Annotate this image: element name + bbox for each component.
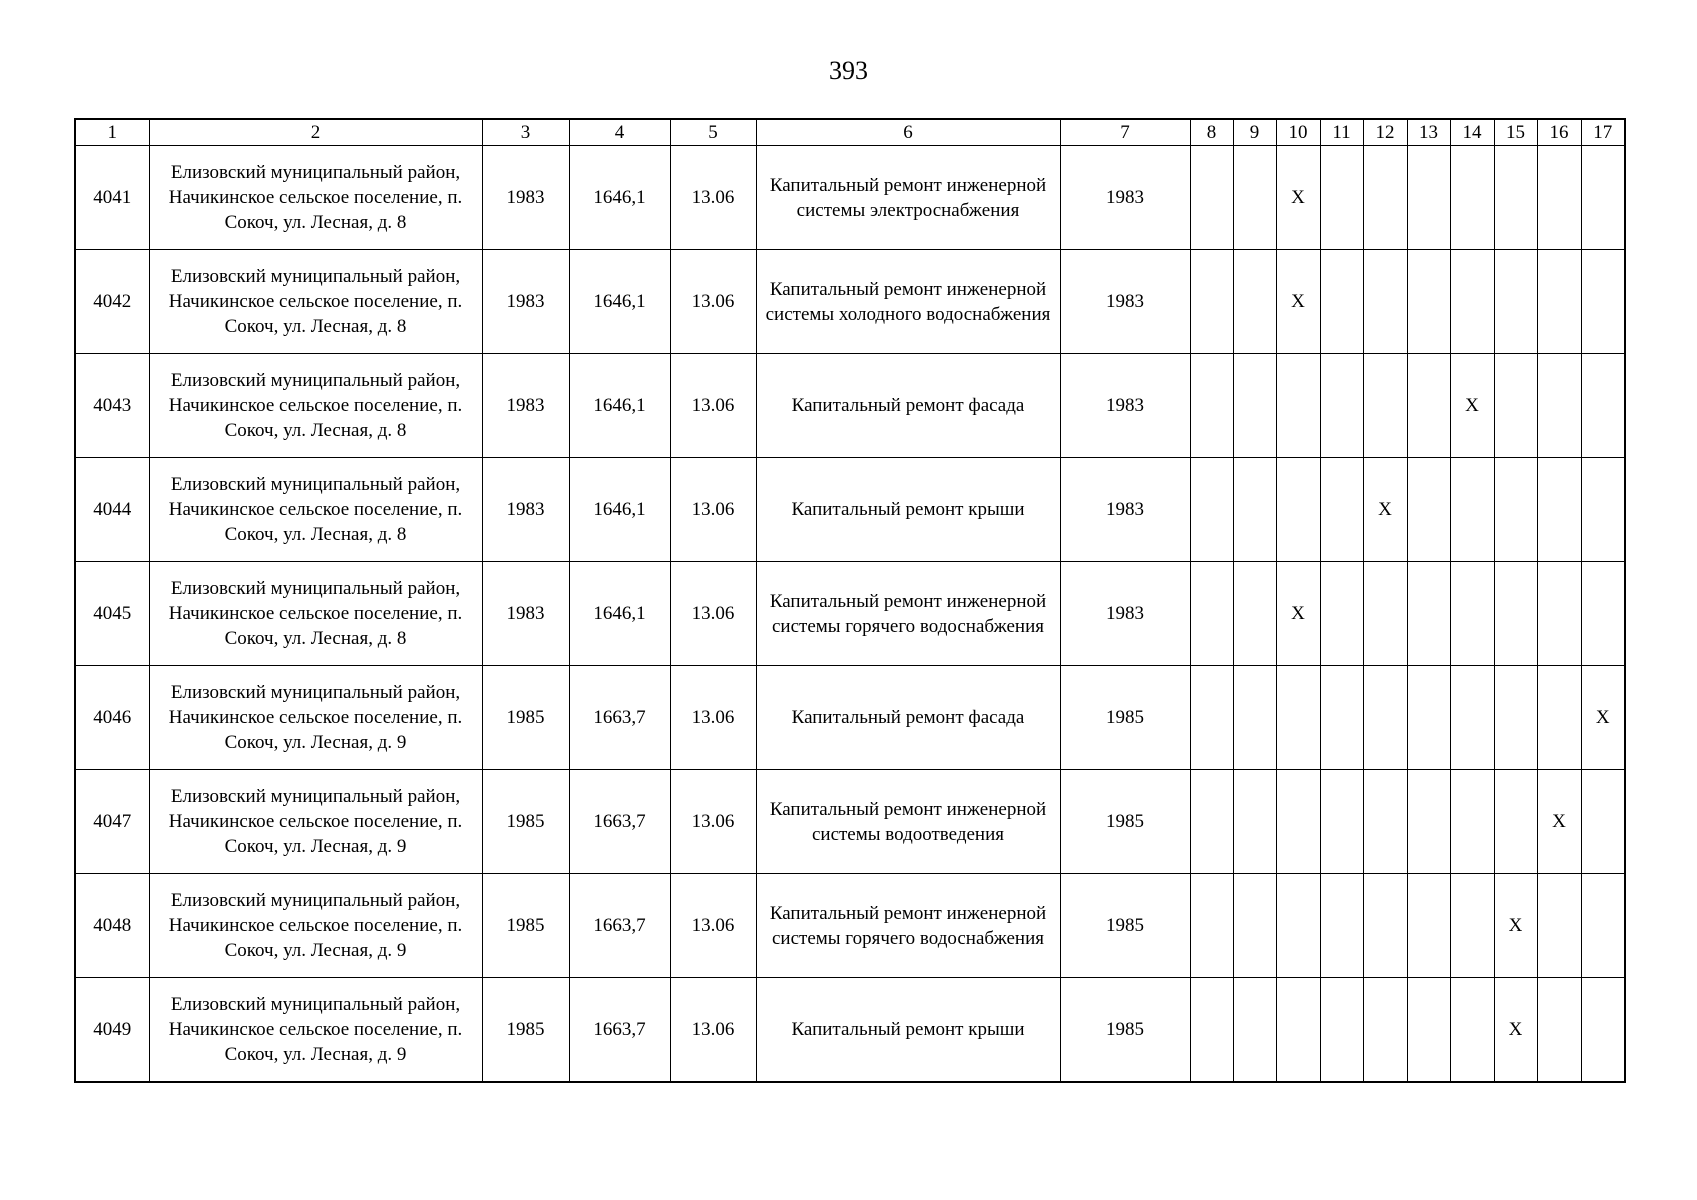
mark-cell-col-11	[1320, 978, 1363, 1083]
mark-cell-col-11	[1320, 354, 1363, 458]
mark-cell-col-12	[1363, 354, 1407, 458]
column-header-7: 7	[1060, 119, 1190, 146]
mark-cell-col-16	[1537, 250, 1581, 354]
work-type-cell: Капитальный ремонт инженерной системы горячего водоснабжения	[756, 874, 1060, 978]
column-header-14: 14	[1450, 119, 1494, 146]
header-row	[75, 119, 1625, 146]
col3-cell: 1985	[482, 770, 569, 874]
mark-cell-col-9	[1233, 770, 1276, 874]
mark-cell-col-14	[1450, 770, 1494, 874]
col7-cell: 1983	[1060, 458, 1190, 562]
register-table	[74, 118, 1626, 1083]
mark-cell-col-10: X	[1276, 250, 1320, 354]
mark-cell-col-8	[1190, 250, 1233, 354]
col4-cell: 1646,1	[569, 354, 670, 458]
mark-cell-col-12	[1363, 770, 1407, 874]
address-cell: Елизовский муниципальный район, Начикинское сельское поселение, п. Сокоч, ул. Лесная, д. 9	[149, 770, 482, 874]
mark-cell-col-9	[1233, 354, 1276, 458]
address-cell: Елизовский муниципальный район, Начикинское сельское поселение, п. Сокоч, ул. Лесная, д. 8	[149, 562, 482, 666]
col5-cell: 13.06	[670, 874, 756, 978]
table-row	[75, 562, 1625, 666]
mark-cell-col-17	[1581, 354, 1625, 458]
mark-cell-col-9	[1233, 562, 1276, 666]
row-id: 4045	[75, 562, 149, 666]
mark-cell-col-13	[1407, 146, 1450, 250]
column-header-3: 3	[482, 119, 569, 146]
table-body	[75, 146, 1625, 1083]
col7-cell: 1983	[1060, 146, 1190, 250]
address-cell: Елизовский муниципальный район, Начикинское сельское поселение, п. Сокоч, ул. Лесная, д. 8	[149, 250, 482, 354]
table-row	[75, 770, 1625, 874]
mark-cell-col-8	[1190, 562, 1233, 666]
mark-cell-col-11	[1320, 250, 1363, 354]
address-cell: Елизовский муниципальный район, Начикинское сельское поселение, п. Сокоч, ул. Лесная, д. 9	[149, 978, 482, 1083]
mark-cell-col-10	[1276, 666, 1320, 770]
mark-cell-col-15	[1494, 250, 1537, 354]
col4-cell: 1663,7	[569, 874, 670, 978]
mark-cell-col-8	[1190, 666, 1233, 770]
mark-cell-col-16	[1537, 666, 1581, 770]
column-header-12: 12	[1363, 119, 1407, 146]
mark-cell-col-13	[1407, 354, 1450, 458]
mark-cell-col-11	[1320, 874, 1363, 978]
mark-cell-col-9	[1233, 666, 1276, 770]
mark-cell-col-8	[1190, 146, 1233, 250]
col3-cell: 1983	[482, 250, 569, 354]
mark-cell-col-12	[1363, 250, 1407, 354]
mark-cell-col-11	[1320, 666, 1363, 770]
table-row	[75, 978, 1625, 1083]
col3-cell: 1983	[482, 458, 569, 562]
mark-cell-col-17	[1581, 562, 1625, 666]
mark-cell-col-14	[1450, 666, 1494, 770]
mark-cell-col-17	[1581, 458, 1625, 562]
mark-cell-col-10	[1276, 770, 1320, 874]
mark-cell-col-9	[1233, 874, 1276, 978]
mark-cell-col-16: X	[1537, 770, 1581, 874]
mark-cell-col-16	[1537, 978, 1581, 1083]
mark-cell-col-14	[1450, 146, 1494, 250]
mark-cell-col-16	[1537, 354, 1581, 458]
address-cell: Елизовский муниципальный район, Начикинское сельское поселение, п. Сокоч, ул. Лесная, д. 8	[149, 354, 482, 458]
work-type-cell: Капитальный ремонт фасада	[756, 354, 1060, 458]
mark-cell-col-10	[1276, 354, 1320, 458]
col7-cell: 1985	[1060, 666, 1190, 770]
column-header-2: 2	[149, 119, 482, 146]
column-header-4: 4	[569, 119, 670, 146]
row-id: 4047	[75, 770, 149, 874]
mark-cell-col-16	[1537, 458, 1581, 562]
col7-cell: 1985	[1060, 770, 1190, 874]
mark-cell-col-14	[1450, 250, 1494, 354]
mark-cell-col-15	[1494, 666, 1537, 770]
mark-cell-col-9	[1233, 978, 1276, 1083]
column-header-17: 17	[1581, 119, 1625, 146]
row-id: 4043	[75, 354, 149, 458]
col5-cell: 13.06	[670, 978, 756, 1083]
mark-cell-col-17	[1581, 146, 1625, 250]
col5-cell: 13.06	[670, 562, 756, 666]
row-id: 4041	[75, 146, 149, 250]
mark-cell-col-10	[1276, 874, 1320, 978]
column-header-5: 5	[670, 119, 756, 146]
work-type-cell: Капитальный ремонт крыши	[756, 978, 1060, 1083]
col5-cell: 13.06	[670, 458, 756, 562]
col4-cell: 1646,1	[569, 562, 670, 666]
mark-cell-col-8	[1190, 354, 1233, 458]
col5-cell: 13.06	[670, 666, 756, 770]
mark-cell-col-10: X	[1276, 562, 1320, 666]
table-row	[75, 354, 1625, 458]
mark-cell-col-13	[1407, 250, 1450, 354]
mark-cell-col-13	[1407, 978, 1450, 1083]
mark-cell-col-16	[1537, 562, 1581, 666]
col3-cell: 1983	[482, 562, 569, 666]
work-type-cell: Капитальный ремонт крыши	[756, 458, 1060, 562]
column-header-13: 13	[1407, 119, 1450, 146]
mark-cell-col-11	[1320, 770, 1363, 874]
column-header-11: 11	[1320, 119, 1363, 146]
mark-cell-col-10: X	[1276, 146, 1320, 250]
col3-cell: 1985	[482, 874, 569, 978]
col4-cell: 1646,1	[569, 458, 670, 562]
column-header-9: 9	[1233, 119, 1276, 146]
mark-cell-col-12	[1363, 874, 1407, 978]
col7-cell: 1983	[1060, 354, 1190, 458]
mark-cell-col-17	[1581, 978, 1625, 1083]
mark-cell-col-15: X	[1494, 874, 1537, 978]
mark-cell-col-15	[1494, 562, 1537, 666]
col3-cell: 1983	[482, 354, 569, 458]
mark-cell-col-11	[1320, 458, 1363, 562]
mark-cell-col-10	[1276, 978, 1320, 1083]
mark-cell-col-16	[1537, 874, 1581, 978]
mark-cell-col-11	[1320, 146, 1363, 250]
col3-cell: 1983	[482, 146, 569, 250]
column-header-15: 15	[1494, 119, 1537, 146]
mark-cell-col-12	[1363, 978, 1407, 1083]
mark-cell-col-9	[1233, 458, 1276, 562]
col7-cell: 1983	[1060, 250, 1190, 354]
mark-cell-col-9	[1233, 250, 1276, 354]
col7-cell: 1983	[1060, 562, 1190, 666]
page-number: 393	[829, 56, 868, 85]
col4-cell: 1646,1	[569, 146, 670, 250]
col7-cell: 1985	[1060, 874, 1190, 978]
row-id: 4046	[75, 666, 149, 770]
mark-cell-col-15	[1494, 146, 1537, 250]
column-header-1: 1	[75, 119, 149, 146]
address-cell: Елизовский муниципальный район, Начикинское сельское поселение, п. Сокоч, ул. Лесная, д. 9	[149, 666, 482, 770]
work-type-cell: Капитальный ремонт инженерной системы горячего водоснабжения	[756, 562, 1060, 666]
table-row	[75, 146, 1625, 250]
address-cell: Елизовский муниципальный район, Начикинское сельское поселение, п. Сокоч, ул. Лесная, д. 8	[149, 458, 482, 562]
mark-cell-col-9	[1233, 146, 1276, 250]
col5-cell: 13.06	[670, 146, 756, 250]
table-row	[75, 874, 1625, 978]
mark-cell-col-12	[1363, 666, 1407, 770]
mark-cell-col-17	[1581, 874, 1625, 978]
col3-cell: 1985	[482, 666, 569, 770]
mark-cell-col-15	[1494, 354, 1537, 458]
work-type-cell: Капитальный ремонт инженерной системы водоотведения	[756, 770, 1060, 874]
col5-cell: 13.06	[670, 250, 756, 354]
mark-cell-col-8	[1190, 458, 1233, 562]
mark-cell-col-13	[1407, 562, 1450, 666]
mark-cell-col-10	[1276, 458, 1320, 562]
mark-cell-col-15	[1494, 770, 1537, 874]
column-header-16: 16	[1537, 119, 1581, 146]
mark-cell-col-8	[1190, 874, 1233, 978]
mark-cell-col-8	[1190, 978, 1233, 1083]
mark-cell-col-13	[1407, 458, 1450, 562]
mark-cell-col-13	[1407, 874, 1450, 978]
col7-cell: 1985	[1060, 978, 1190, 1083]
row-id: 4042	[75, 250, 149, 354]
table-row	[75, 666, 1625, 770]
work-type-cell: Капитальный ремонт инженерной системы холодного водоснабжения	[756, 250, 1060, 354]
mark-cell-col-15: X	[1494, 978, 1537, 1083]
mark-cell-col-12: X	[1363, 458, 1407, 562]
mark-cell-col-17	[1581, 770, 1625, 874]
mark-cell-col-8	[1190, 770, 1233, 874]
mark-cell-col-16	[1537, 146, 1581, 250]
col5-cell: 13.06	[670, 354, 756, 458]
col4-cell: 1663,7	[569, 978, 670, 1083]
row-id: 4048	[75, 874, 149, 978]
work-type-cell: Капитальный ремонт инженерной системы электроснабжения	[756, 146, 1060, 250]
mark-cell-col-12	[1363, 562, 1407, 666]
table-row	[75, 250, 1625, 354]
mark-cell-col-13	[1407, 666, 1450, 770]
mark-cell-col-17: X	[1581, 666, 1625, 770]
address-cell: Елизовский муниципальный район, Начикинское сельское поселение, п. Сокоч, ул. Лесная, д. 8	[149, 146, 482, 250]
mark-cell-col-14	[1450, 874, 1494, 978]
mark-cell-col-17	[1581, 250, 1625, 354]
row-id: 4049	[75, 978, 149, 1083]
table-row	[75, 458, 1625, 562]
column-header-10: 10	[1276, 119, 1320, 146]
mark-cell-col-14: X	[1450, 354, 1494, 458]
mark-cell-col-14	[1450, 978, 1494, 1083]
row-id: 4044	[75, 458, 149, 562]
mark-cell-col-13	[1407, 770, 1450, 874]
mark-cell-col-11	[1320, 562, 1363, 666]
column-header-6: 6	[756, 119, 1060, 146]
col4-cell: 1646,1	[569, 250, 670, 354]
mark-cell-col-12	[1363, 146, 1407, 250]
mark-cell-col-15	[1494, 458, 1537, 562]
col3-cell: 1985	[482, 978, 569, 1083]
address-cell: Елизовский муниципальный район, Начикинское сельское поселение, п. Сокоч, ул. Лесная, д. 9	[149, 874, 482, 978]
mark-cell-col-14	[1450, 562, 1494, 666]
col4-cell: 1663,7	[569, 770, 670, 874]
mark-cell-col-14	[1450, 458, 1494, 562]
col5-cell: 13.06	[670, 770, 756, 874]
work-type-cell: Капитальный ремонт фасада	[756, 666, 1060, 770]
column-header-8: 8	[1190, 119, 1233, 146]
col4-cell: 1663,7	[569, 666, 670, 770]
